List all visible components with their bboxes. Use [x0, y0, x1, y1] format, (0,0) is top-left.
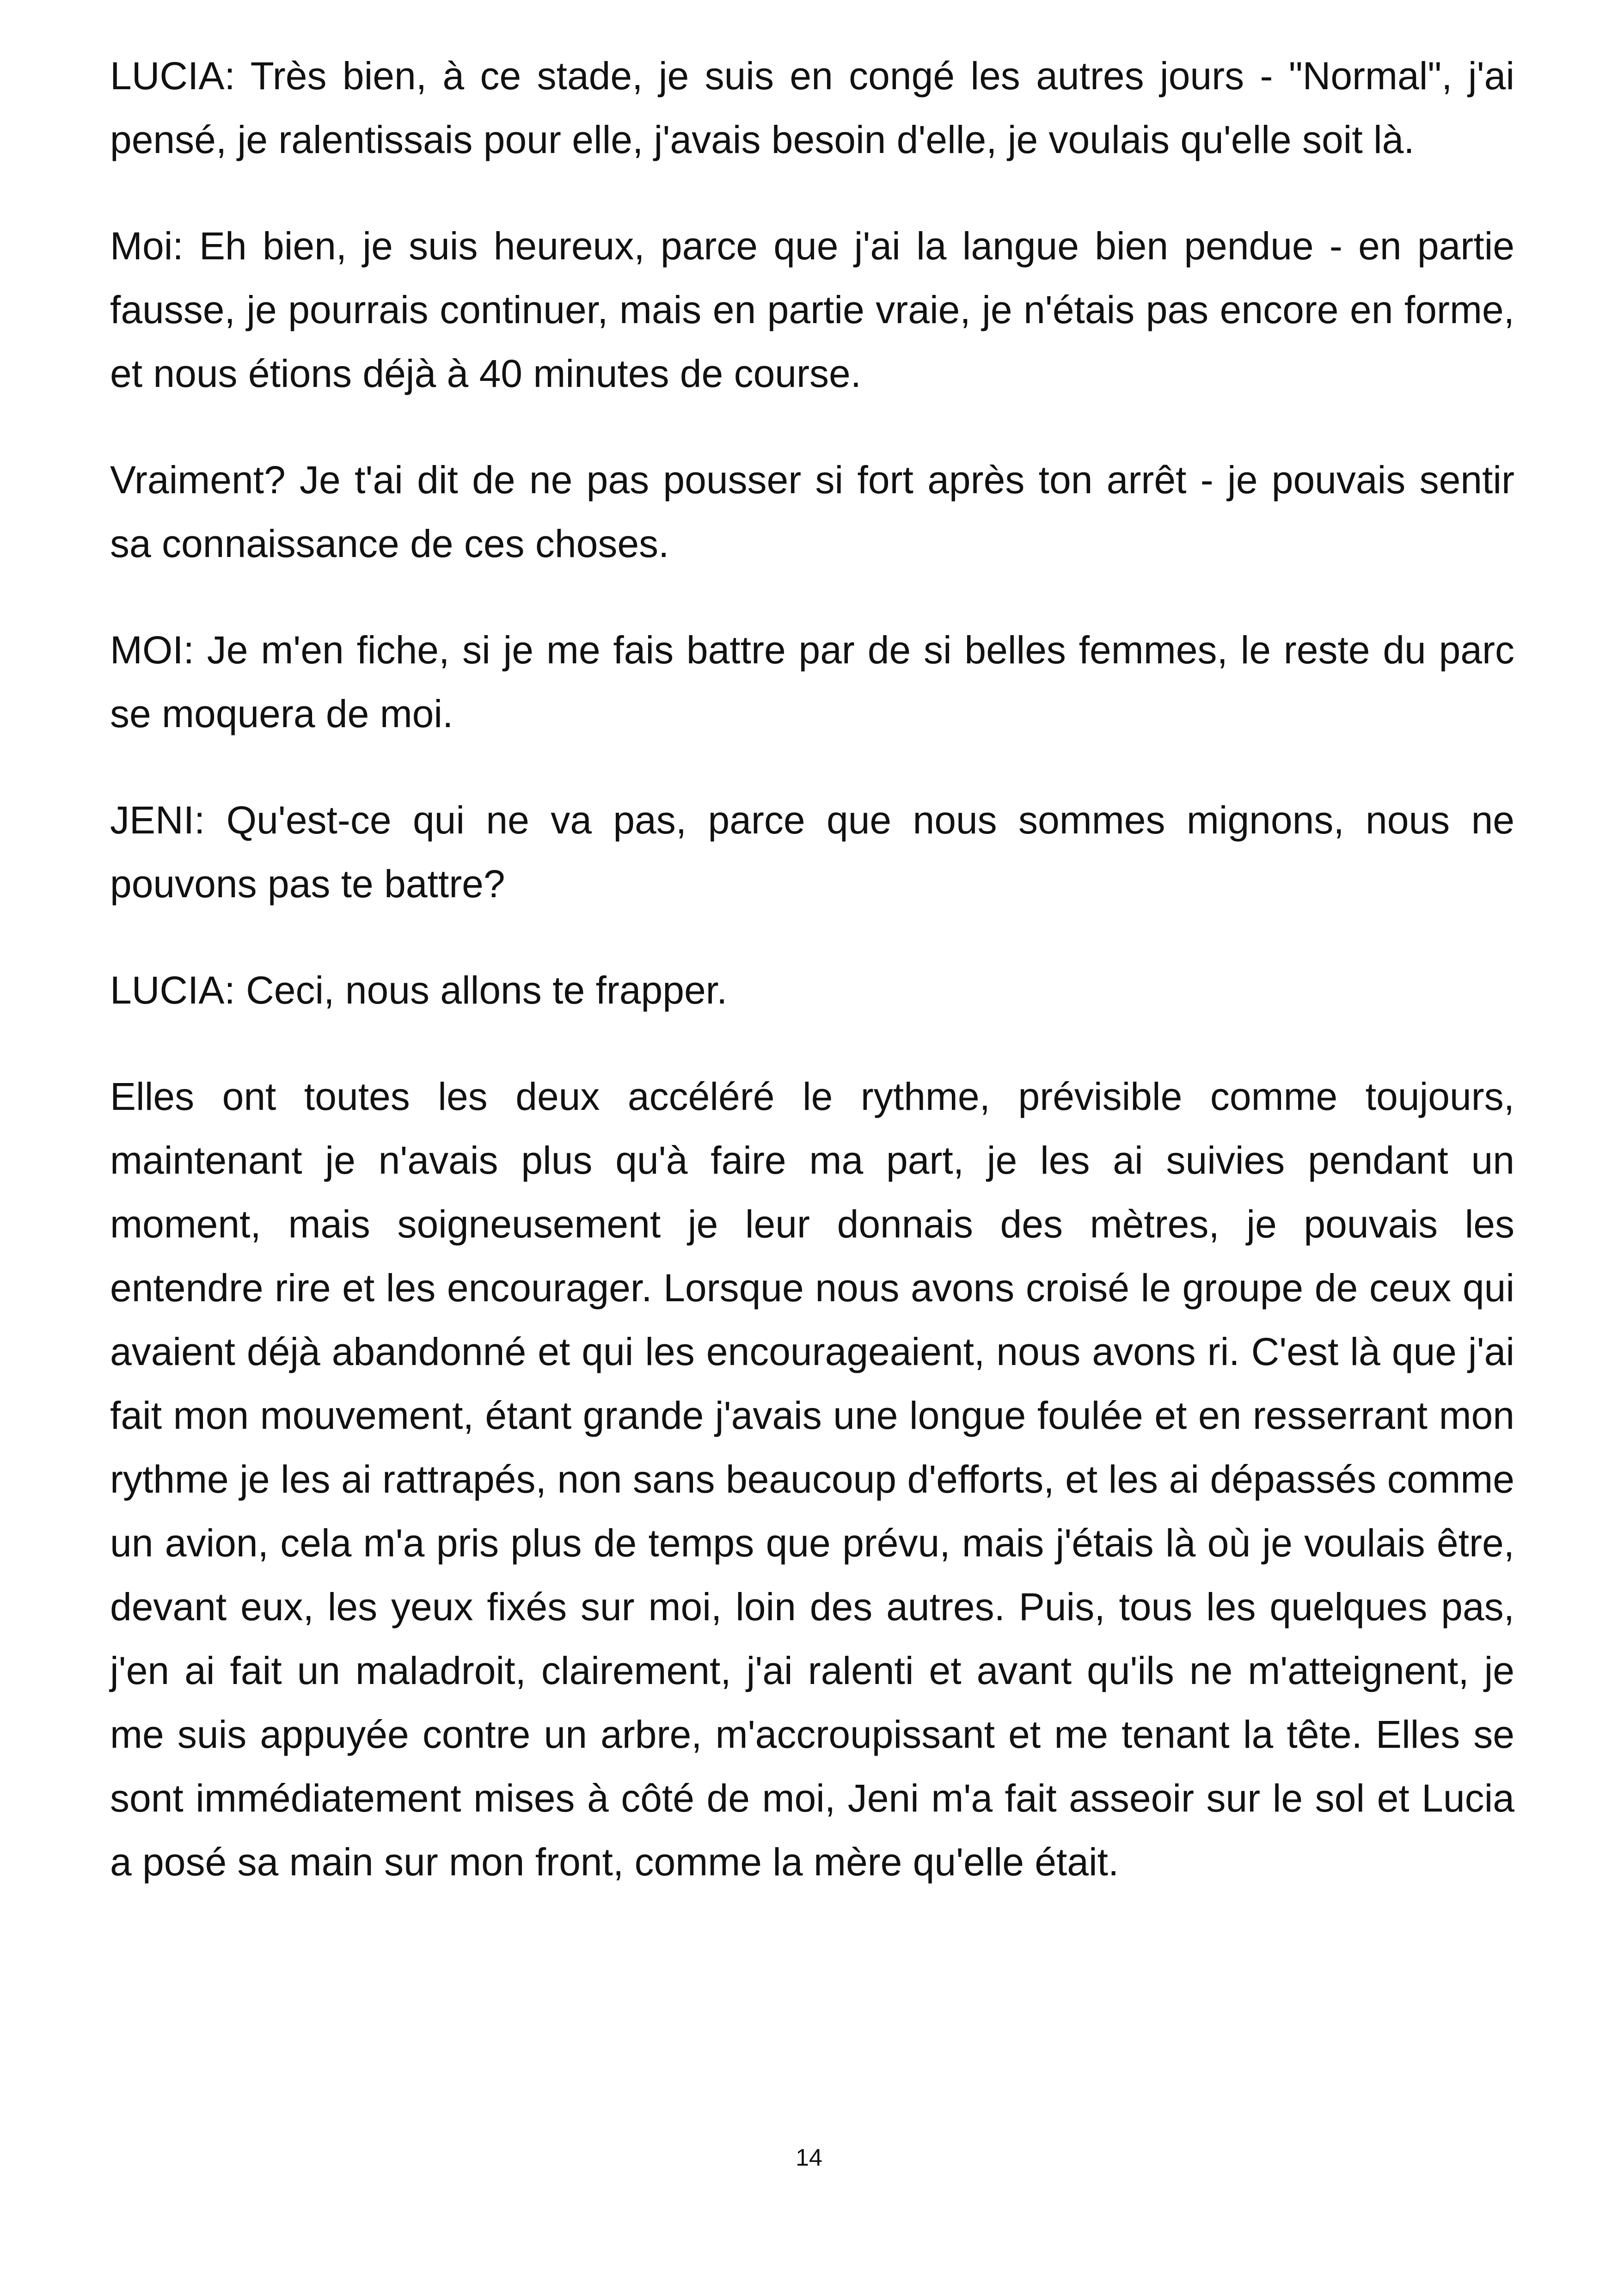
- paragraph-jeni: JENI: Qu'est-ce qui ne va pas, parce que nous sommes mignons, nous ne pouvons pas te battre?: [110, 798, 1514, 906]
- paragraph-lucia-1: LUCIA: Très bien, à ce stade, je suis en congé les autres jours - "Normal", j'ai pensé, je ralentissais pour elle, j'avais besoin d'elle, je voulais qu'elle soit là.: [110, 54, 1514, 161]
- page-number: 14: [796, 2144, 822, 2171]
- paragraph-moi-2: MOI: Je m'en fiche, si je me fais battre par de si belles femmes, le reste du parc se moquera de moi.: [110, 628, 1514, 735]
- paragraph-lucia-2: LUCIA: Ceci, nous allons te frapper.: [110, 968, 728, 1012]
- paragraph-moi-1: Moi: Eh bien, je suis heureux, parce que j'ai la langue bien pendue - en partie fausse, je pourrais continuer, mais en partie vraie, je n'étais pas encore en forme, et nous étions déjà à 40 minutes de course.: [110, 224, 1514, 395]
- body-text: [110, 44, 1514, 1936]
- paragraph-narration: Elles ont toutes les deux accéléré le rythme, prévisible comme toujours, maintenant je n'avais plus qu'à faire ma part, je les ai suivies pendant un moment, mais soigneusement je leur donnais des mètres, je pouvais les entendre rire et les encourager. Lorsque nous avons croisé le groupe de ceux qui avaient déjà abandonné et qui les encourageaient, nous avons ri. C'est là que j'ai fait mon mouvement, étant grande j'avais une longue foulée et en resserrant mon rythme je les ai rattrapés, non sans beaucoup d'efforts, et les ai dépassés comme un avion, cela m'a pris plus de temps que prévu, mais j'étais là où je voulais être, devant eux, les yeux fixés sur moi, loin des autres. Puis, tous les quelques pas, j'en ai fait un maladroit, clairement, j'ai ralenti et avant qu'ils ne m'atteignent, je me suis appuyée contre un arbre, m'accroupissant et me tenant la tête. Elles se sont immédiatement mises à côté de moi, Jeni m'a fait asseoir sur le sol et Lucia a posé sa main sur mon front, comme la mère qu'elle était.: [110, 1075, 1514, 1884]
- paragraph-vraiment: Vraiment? Je t'ai dit de ne pas pousser si fort après ton arrêt - je pouvais sentir sa connaissance de ces choses.: [110, 458, 1514, 565]
